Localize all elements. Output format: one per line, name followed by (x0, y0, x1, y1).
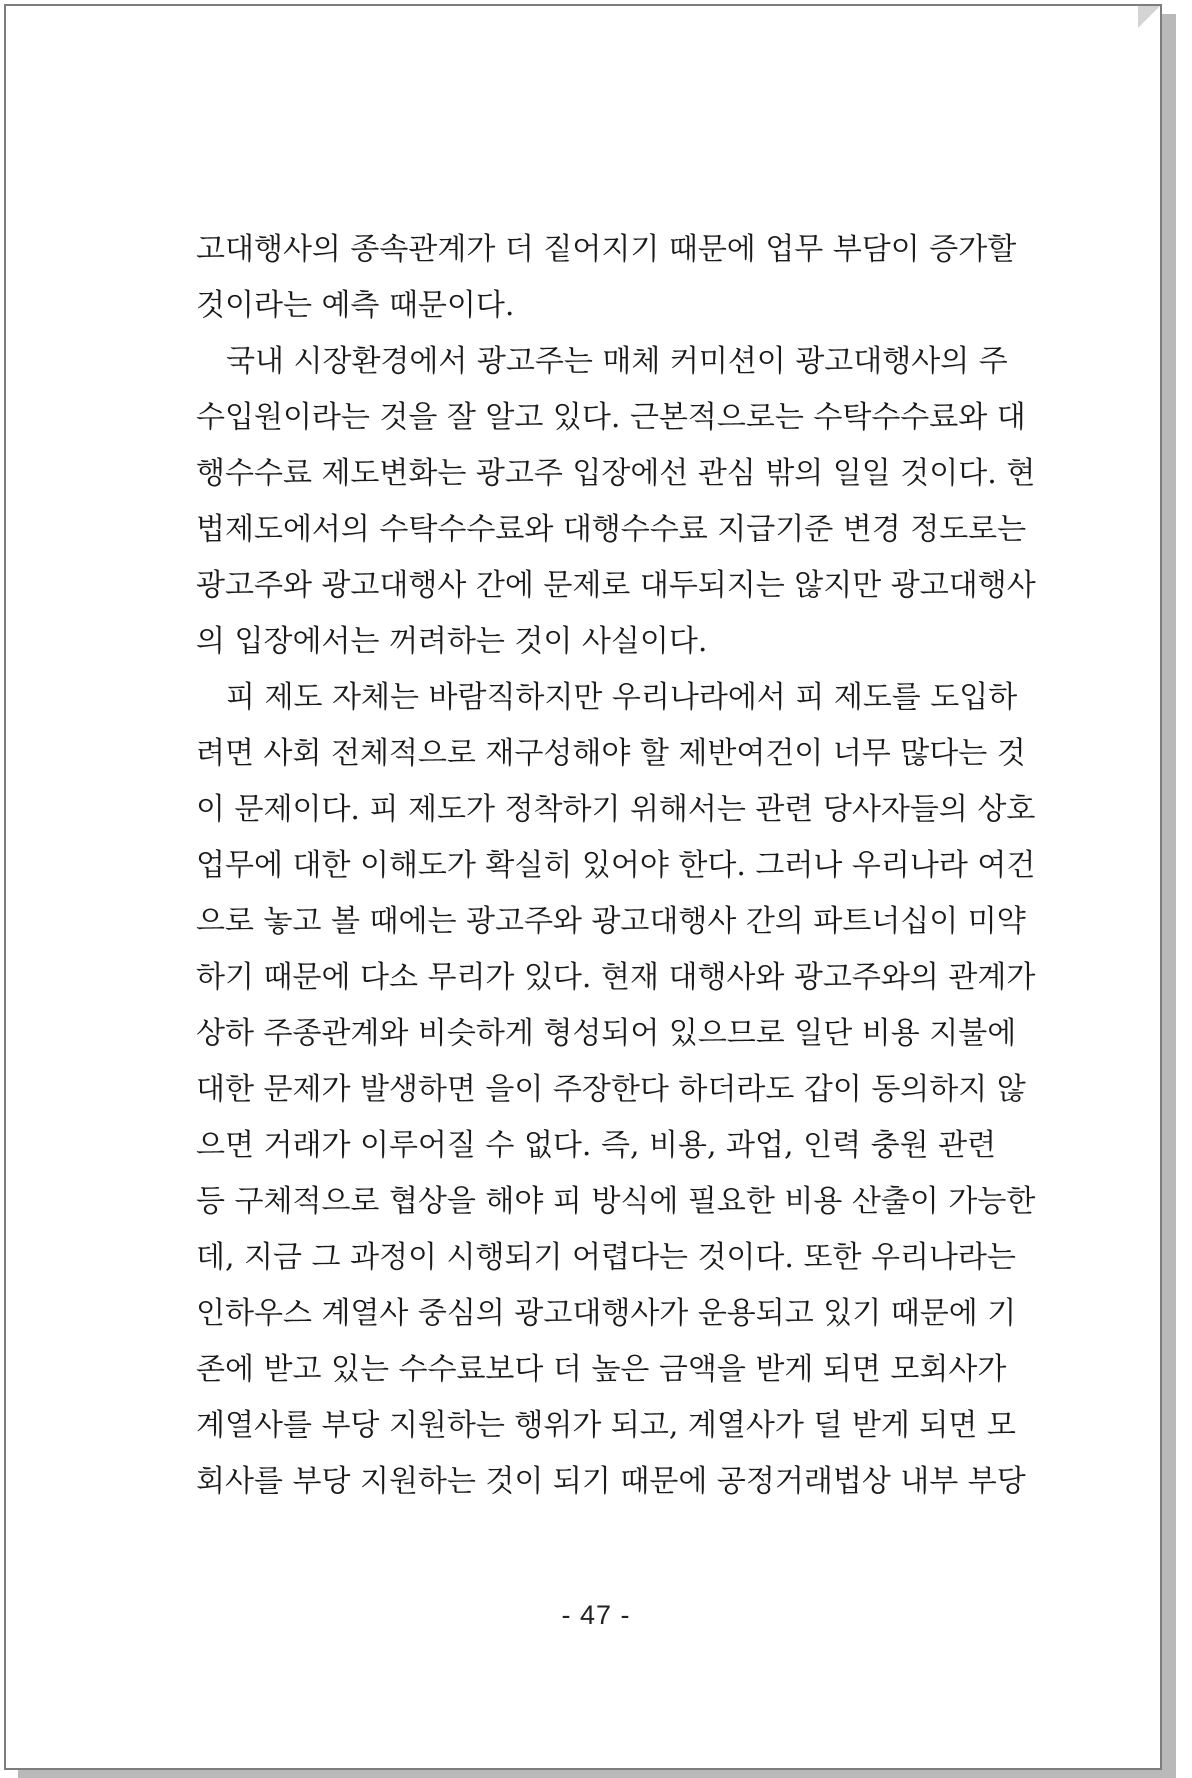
text-line: 것이라는 예측 때문이다. (196, 288, 515, 323)
text-line: 계열사를 부당 지원하는 행위가 되고, 계열사가 덜 받게 되면 모 (196, 1408, 1016, 1443)
text-line: 법제도에서의 수탁수수료와 대행수수료 지급기준 변경 정도로는 (196, 512, 1027, 547)
text-line: 피 제도 자체는 바람직하지만 우리나라에서 피 제도를 도입하 (226, 680, 1018, 715)
text-line: 회사를 부당 지원하는 것이 되기 때문에 공정거래법상 내부 부당 (196, 1464, 1026, 1499)
text-line: 인하우스 계열사 중심의 광고대행사가 운용되고 있기 때문에 기 (196, 1296, 1017, 1331)
text-line: 수입원이라는 것을 잘 알고 있다. 근본적으로는 수탁수수료와 대 (196, 400, 1026, 435)
text-line: 상하 주종관계와 비슷하게 형성되어 있으므로 일단 비용 지불에 (196, 1016, 1017, 1051)
text-line: 데, 지금 그 과정이 시행되기 어렵다는 것이다. 또한 우리나라는 (196, 1240, 1016, 1275)
text-line: 의 입장에서는 꺼려하는 것이 사실이다. (196, 624, 708, 659)
text-line: 행수수료 제도변화는 광고주 입장에선 관심 밖의 일일 것이다. 현 (196, 456, 1036, 491)
text-line: 려면 사회 전체적으로 재구성해야 할 제반여건이 너무 많다는 것 (196, 736, 1026, 771)
text-line: 등 구체적으로 협상을 해야 피 방식에 필요한 비용 산출이 가능한 (196, 1184, 1036, 1219)
text-line: 대한 문제가 발생하면 을이 주장한다 하더라도 갑이 동의하지 않 (196, 1072, 1026, 1107)
text-line: 존에 받고 있는 수수료보다 더 높은 금액을 받게 되면 모회사가 (196, 1352, 1007, 1387)
page-curl-decoration (1138, 6, 1160, 28)
text-line: 국내 시장환경에서 광고주는 매체 커미션이 광고대행사의 주 (226, 344, 1008, 379)
text-line: 광고주와 광고대행사 간에 문제로 대두되지는 않지만 광고대행사 (196, 568, 1036, 603)
text-line: 업무에 대한 이해도가 확실히 있어야 한다. 그러나 우리나라 여건 (196, 848, 1036, 883)
text-line: 이 문제이다. 피 제도가 정착하기 위해서는 관련 당사자들의 상호 (196, 792, 1036, 827)
page-number: - 47 - (561, 1600, 631, 1630)
text-line: 하기 때문에 다소 무리가 있다. 현재 대행사와 광고주와의 관계가 (196, 960, 1036, 995)
body-text (196, 222, 1036, 1510)
text-line: 으로 놓고 볼 때에는 광고주와 광고대행사 간의 파트너십이 미약 (196, 904, 1026, 939)
text-line: 고대행사의 종속관계가 더 짙어지기 때문에 업무 부담이 증가할 (196, 232, 1017, 267)
text-line: 으면 거래가 이루어질 수 없다. 즉, 비용, 과업, 인력 충원 관련 (196, 1128, 997, 1163)
